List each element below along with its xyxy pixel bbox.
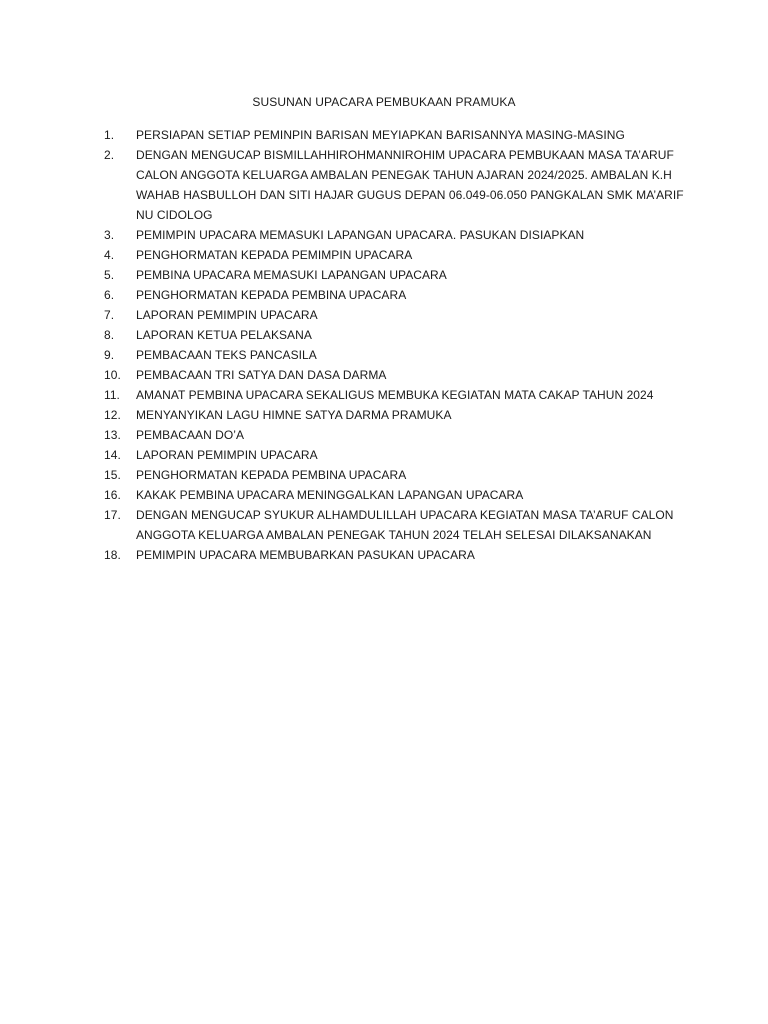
item-text: PENGHORMATAN KEPADA PEMIMPIN UPACARA	[136, 248, 413, 262]
item-text: LAPORAN KETUA PELAKSANA	[136, 328, 312, 342]
item-text: KAKAK PEMBINA UPACARA MENINGGALKAN LAPANGAN UPACARA	[136, 488, 524, 502]
item-text: PEMIMPIN UPACARA MEMASUKI LAPANGAN UPACARA. PASUKAN DISIAPKAN	[136, 228, 585, 242]
item-number: 5.	[104, 268, 115, 282]
list-item	[104, 425, 684, 445]
list-item	[104, 125, 684, 145]
item-text: PERSIAPAN SETIAP PEMINPIN BARISAN MEYIAPKAN BARISANNYA MASING-MASING	[136, 128, 625, 142]
item-number: 18.	[104, 548, 121, 562]
item-number: 12.	[104, 408, 121, 422]
item-number: 10.	[104, 368, 121, 382]
item-text: PEMIMPIN UPACARA MEMBUBARKAN PASUKAN UPACARA	[136, 548, 475, 562]
item-number: 11.	[104, 388, 120, 402]
item-number: 16.	[104, 488, 121, 502]
item-text: PEMBACAAN DO’A	[136, 428, 245, 442]
item-text: LAPORAN PEMIMPIN UPACARA	[136, 308, 318, 322]
list-item	[104, 405, 684, 425]
list-item	[104, 505, 684, 545]
item-number: 15.	[104, 468, 121, 482]
list-item	[104, 465, 684, 485]
document-title: SUSUNAN UPACARA PEMBUKAAN PRAMUKA	[252, 95, 516, 109]
item-text: DENGAN MENGUCAP BISMILLAHHIROHMANNIROHIM UPACARA PEMBUKAAN MASA TA’ARUF CALON ANGGOTA KELUARGA AMBALAN PENEGAK TAHUN AJARAN 2024/2025. AMBALAN K.H WAHAB HASBULLOH DAN SITI HAJAR GUGUS DEPAN 06.049-06.050 PANGKALAN SMK MA’ARIF NU CIDOLOG	[136, 148, 684, 222]
item-text: PEMBACAAN TRI SATYA DAN DASA DARMA	[136, 368, 387, 382]
list-item	[104, 225, 684, 245]
list-item	[104, 145, 684, 225]
item-text: PENGHORMATAN KEPADA PEMBINA UPACARA	[136, 468, 407, 482]
item-number: 9.	[104, 348, 115, 362]
item-number: 2.	[104, 148, 115, 162]
item-number: 8.	[104, 328, 115, 342]
list-item	[104, 445, 684, 465]
list-item	[104, 385, 684, 405]
item-text: MENYANYIKAN LAGU HIMNE SATYA DARMA PRAMUKA	[136, 408, 452, 422]
item-number: 1.	[104, 128, 115, 142]
item-text: AMANAT PEMBINA UPACARA SEKALIGUS MEMBUKA KEGIATAN MATA CAKAP TAHUN 2024	[136, 388, 654, 402]
item-number: 13.	[104, 428, 121, 442]
item-number: 7.	[104, 308, 115, 322]
list-item	[104, 365, 684, 385]
item-number: 4.	[104, 248, 115, 262]
list-item	[104, 325, 684, 345]
item-text: LAPORAN PEMIMPIN UPACARA	[136, 448, 318, 462]
item-text: DENGAN MENGUCAP SYUKUR ALHAMDULILLAH UPACARA KEGIATAN MASA TA’ARUF CALON ANGGOTA KELUARGA AMBALAN PENEGAK TAHUN 2024 TELAH SELESAI DILAKSANAKAN	[136, 508, 674, 542]
list-item	[104, 265, 684, 285]
list-item	[104, 285, 684, 305]
item-text: PENGHORMATAN KEPADA PEMBINA UPACARA	[136, 288, 407, 302]
ceremony-steps-list	[104, 125, 684, 565]
list-item	[104, 485, 684, 505]
item-number: 14.	[104, 448, 121, 462]
item-text: PEMBACAAN TEKS PANCASILA	[136, 348, 317, 362]
list-item	[104, 545, 684, 565]
list-item	[104, 305, 684, 325]
list-item	[104, 245, 684, 265]
list-item	[104, 345, 684, 365]
item-text: PEMBINA UPACARA MEMASUKI LAPANGAN UPACARA	[136, 268, 447, 282]
item-number: 3.	[104, 228, 115, 242]
item-number: 6.	[104, 288, 115, 302]
item-number: 17.	[104, 508, 121, 522]
